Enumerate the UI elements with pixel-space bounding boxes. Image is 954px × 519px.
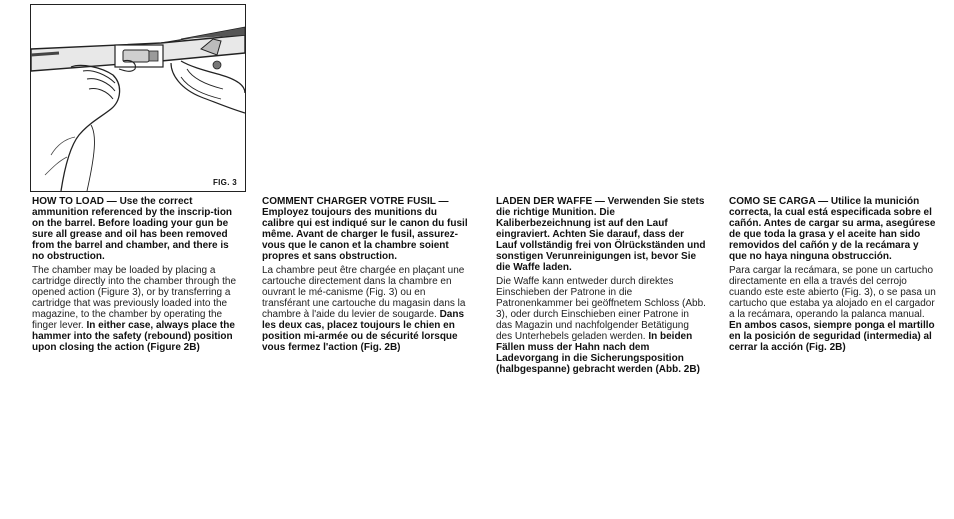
intro-paragraph xyxy=(496,196,706,273)
section-heading: HOW TO LOAD xyxy=(32,196,105,207)
body-text: Para cargar la recámara, se pone un cartucho directamente en ella a través del cerrojo cuando este este abierto (Fig. 3), o se pasa un cartucho que estaba ya alojado en el cargador a la recámara, operando la palanca manual. xyxy=(729,265,936,320)
body-text: La chambre peut être chargée en plaçant une cartouche directement dans la chambre en ouvrant le mé-canisme (Fig. 3) ou en transférant une cartouche du magasin dans la chambre à l'aide du levier de sougarde. xyxy=(262,265,466,320)
body-paragraph xyxy=(32,265,242,353)
section-heading: LADEN DER WAFFE xyxy=(496,196,593,207)
body-paragraph xyxy=(496,276,706,375)
intro-paragraph xyxy=(262,196,472,262)
emphasis-text: In beiden Fällen muss der Hahn nach dem Ladevorgang in die Sicherungsposition (halbgespanne) gebracht werden (Abb. 2B) xyxy=(496,331,700,375)
column-german xyxy=(496,196,706,378)
body-text: Die Waffe kann entweder durch direktes Einschieben der Patrone in die Patronenkammer bei geöffnetem Schloss (Abb. 3), oder durch Einschieben einer Patrone in das Magazin und nachfolgender Betätigung des Unterhebels geladen werden. xyxy=(496,276,706,342)
intro-paragraph xyxy=(729,196,939,262)
column-english xyxy=(32,196,242,356)
body-paragraph xyxy=(729,265,939,353)
emphasis-text: Dans les deux cas, placez toujours le chien en position mi-armée ou de sécurité lorsque vous fermez l'action (Fig. 2B) xyxy=(262,309,465,353)
intro-text: — Use the correct ammunition referenced by the inscrip-tion on the barrel. Before loading your gun be sure all grease and oil has been removed from the barrel and chamber, and there is no obstruction. xyxy=(32,196,233,262)
intro-paragraph xyxy=(32,196,242,262)
rifle-loading-illustration xyxy=(31,5,245,191)
intro-text: — Utilice la munición correcta, la cual está especificada sobre el cañón. Antes de cargar su arma, asegúrese de que toda la grasa y el aceite han sido removidos del cañón y de la recámara y que no haya ninguna obstrucción. xyxy=(729,196,936,262)
figure-label: FIG. 3 xyxy=(212,178,237,187)
body-text: The chamber may be loaded by placing a cartridge directly into the chamber through the opened action (Figure 3), or by transferring a cartridge that was previously loaded into the magazine, to the chamber by operating the finger lever. xyxy=(32,265,236,331)
emphasis-text: En ambos casos, siempre ponga el martillo en la posición de seguridad (intermedia) al cerrar la acción (Fig. 2B) xyxy=(729,320,935,353)
intro-text: — Employez toujours des munitions du calibre qui est indiqué sur le canon du fusil même. Avant de charger le fusil, assurez-vous que le canon et la chambre soient propres et sans obstruction. xyxy=(262,196,468,262)
section-heading: COMMENT CHARGER VOTRE FUSIL xyxy=(262,196,436,207)
column-french xyxy=(262,196,472,356)
section-heading: COMO SE CARGA xyxy=(729,196,816,207)
figure-3 xyxy=(30,4,246,192)
emphasis-text: In either case, always place the hammer into the safety (rebound) position upon closing the action (Figure 2B) xyxy=(32,320,235,353)
body-paragraph xyxy=(262,265,472,353)
intro-text: — Verwenden Sie stets die richtige Munition. Die Kaliberbezeichnung ist auf den Lauf eingraviert. Achten Sie darauf, dass der Lauf vollständig frei von Ölrückständen und sonstigen Verunreinigungen ist, bevor Sie die Waffe laden. xyxy=(496,196,706,273)
column-spanish xyxy=(729,196,939,356)
